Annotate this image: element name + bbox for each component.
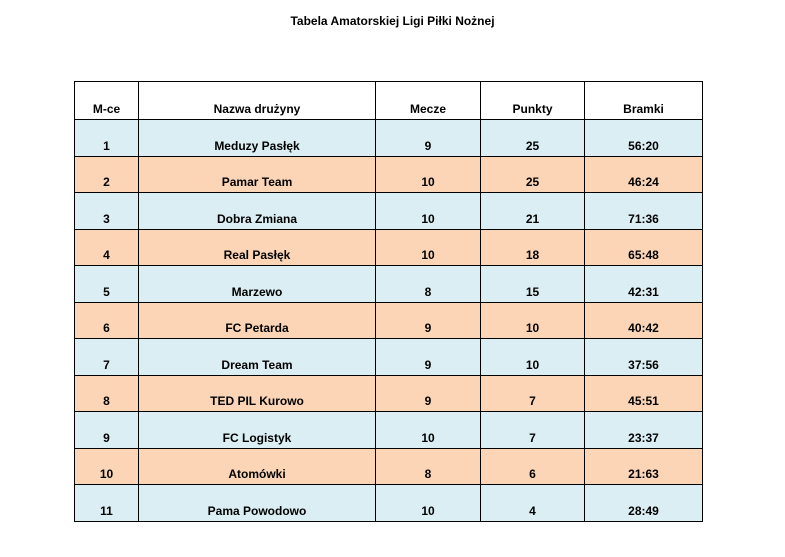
table-row: [75, 485, 703, 522]
header-goals: Bramki: [585, 82, 703, 120]
cell-points: 10: [481, 339, 585, 376]
table-row: [75, 412, 703, 449]
cell-position: 11: [75, 485, 139, 522]
cell-position: 4: [75, 229, 139, 266]
cell-points: 4: [481, 485, 585, 522]
cell-team-name: Pamar Team: [139, 156, 376, 193]
cell-points: 25: [481, 120, 585, 157]
cell-goals: 37:56: [585, 339, 703, 376]
cell-matches: 10: [376, 156, 481, 193]
cell-matches: 8: [376, 448, 481, 485]
cell-goals: 56:20: [585, 120, 703, 157]
cell-team-name: Dream Team: [139, 339, 376, 376]
header-matches: Mecze: [376, 82, 481, 120]
cell-position: 3: [75, 193, 139, 230]
cell-team-name: FC Logistyk: [139, 412, 376, 449]
cell-goals: 42:31: [585, 266, 703, 303]
cell-position: 7: [75, 339, 139, 376]
cell-goals: 45:51: [585, 375, 703, 412]
cell-goals: 65:48: [585, 229, 703, 266]
cell-matches: 10: [376, 485, 481, 522]
cell-position: 8: [75, 375, 139, 412]
header-position: M-ce: [75, 82, 139, 120]
cell-team-name: Atomówki: [139, 448, 376, 485]
cell-goals: 28:49: [585, 485, 703, 522]
league-table: [74, 81, 703, 522]
table-row: [75, 193, 703, 230]
cell-position: 6: [75, 302, 139, 339]
cell-goals: 23:37: [585, 412, 703, 449]
cell-matches: 10: [376, 229, 481, 266]
cell-matches: 9: [376, 302, 481, 339]
table-row: [75, 375, 703, 412]
table-row: [75, 302, 703, 339]
table-row: [75, 229, 703, 266]
cell-matches: 9: [376, 375, 481, 412]
cell-team-name: FC Petarda: [139, 302, 376, 339]
cell-points: 18: [481, 229, 585, 266]
cell-team-name: TED PIL Kurowo: [139, 375, 376, 412]
header-points: Punkty: [481, 82, 585, 120]
cell-points: 6: [481, 448, 585, 485]
page-title: Tabela Amatorskiej Ligi Piłki Nożnej: [290, 14, 495, 28]
cell-matches: 10: [376, 412, 481, 449]
table-header: [75, 82, 703, 120]
cell-goals: 21:63: [585, 448, 703, 485]
cell-team-name: Meduzy Pasłęk: [139, 120, 376, 157]
table-row: [75, 120, 703, 157]
cell-team-name: Pama Powodowo: [139, 485, 376, 522]
cell-matches: 10: [376, 193, 481, 230]
cell-team-name: Real Pasłęk: [139, 229, 376, 266]
header-team-name: Nazwa drużyny: [139, 82, 376, 120]
cell-goals: 40:42: [585, 302, 703, 339]
cell-points: 7: [481, 412, 585, 449]
cell-matches: 9: [376, 339, 481, 376]
table-body: [75, 120, 703, 522]
cell-points: 7: [481, 375, 585, 412]
cell-team-name: Marzewo: [139, 266, 376, 303]
cell-points: 15: [481, 266, 585, 303]
cell-goals: 71:36: [585, 193, 703, 230]
table-row: [75, 339, 703, 376]
cell-points: 25: [481, 156, 585, 193]
table-row: [75, 448, 703, 485]
cell-position: 10: [75, 448, 139, 485]
cell-points: 10: [481, 302, 585, 339]
cell-position: 5: [75, 266, 139, 303]
cell-position: 2: [75, 156, 139, 193]
cell-matches: 8: [376, 266, 481, 303]
cell-points: 21: [481, 193, 585, 230]
cell-team-name: Dobra Zmiana: [139, 193, 376, 230]
cell-matches: 9: [376, 120, 481, 157]
header-row: [75, 82, 703, 120]
cell-position: 1: [75, 120, 139, 157]
cell-position: 9: [75, 412, 139, 449]
table-row: [75, 156, 703, 193]
table-row: [75, 266, 703, 303]
cell-goals: 46:24: [585, 156, 703, 193]
